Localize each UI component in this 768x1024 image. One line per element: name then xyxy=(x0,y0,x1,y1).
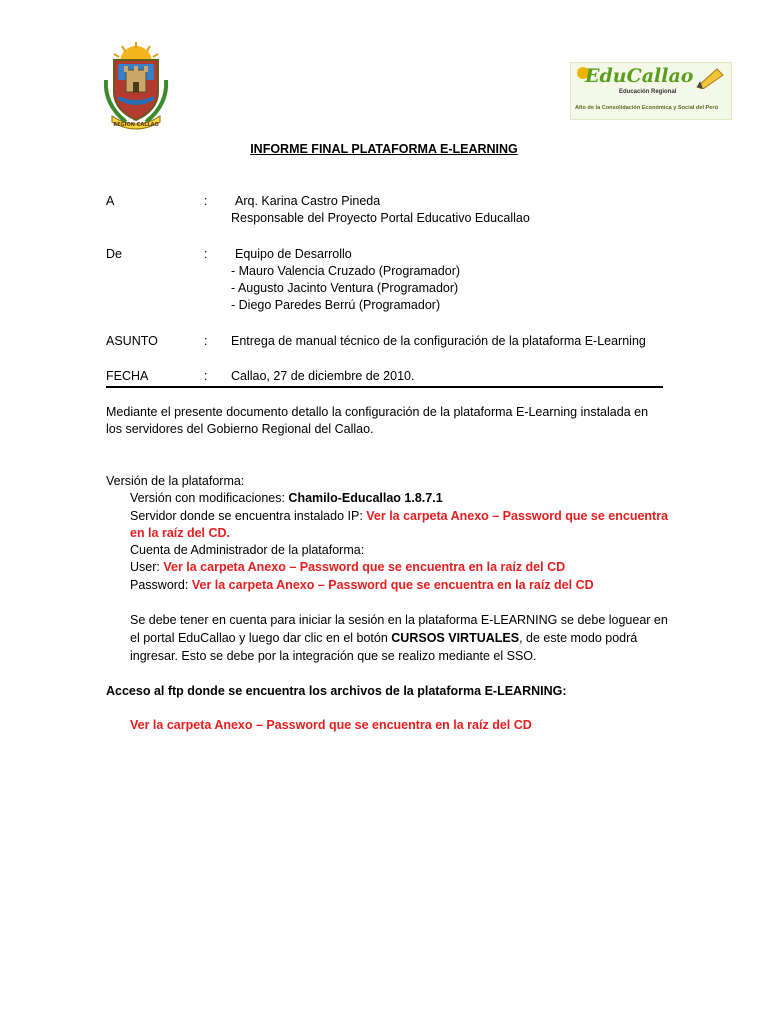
shield-emblem-icon xyxy=(100,40,172,130)
de-colon: : xyxy=(204,247,208,261)
emblem-ribbon-text: REGION CALLAO xyxy=(113,122,159,128)
educallao-logo xyxy=(570,62,732,120)
note-line-3: ingresar. Esto se debe por la integración que se realizo mediante el SSO. xyxy=(130,649,537,663)
de-team: Equipo de Desarrollo xyxy=(235,247,352,261)
cursos-virtuales-text: CURSOS VIRTUALES xyxy=(391,631,520,645)
version-heading: Versión de la plataforma: xyxy=(106,474,245,488)
asunto-colon: : xyxy=(204,334,208,348)
server-line xyxy=(130,508,668,525)
intro-line-1: Mediante el presente documento detallo la configuración de la plataforma E-Learning instalada en xyxy=(106,405,649,419)
asunto-value: Entrega de manual técnico de la configuración de la plataforma E-Learning xyxy=(231,334,646,348)
fecha-label: FECHA xyxy=(106,369,149,383)
asunto-label: ASUNTO xyxy=(106,334,158,348)
ftp-value: Ver la carpeta Anexo – Password que se encuentra en la raíz del CD xyxy=(130,718,532,732)
fecha-colon: : xyxy=(204,369,208,383)
fecha-value: Callao, 27 de diciembre de 2010. xyxy=(231,369,415,383)
de-member-1: - Mauro Valencia Cruzado (Programador) xyxy=(231,264,461,278)
user-label: User: xyxy=(130,560,164,574)
note-line-2 xyxy=(130,630,662,647)
server-value: Ver la carpeta Anexo – Password que se encuentra xyxy=(366,509,669,523)
user-line xyxy=(130,559,565,576)
a-role: Responsable del Proyecto Portal Educativo Educallao xyxy=(231,211,530,225)
note-line-1: Se debe tener en cuenta para iniciar la sesión en la plataforma E-LEARNING se debe loguear en xyxy=(130,613,668,627)
version-value: Chamilo-Educallao 1.8.7.1 xyxy=(288,491,443,505)
educallao-brand: EduCallao xyxy=(585,65,694,87)
educallao-subtitle: Educación Regional xyxy=(619,89,677,95)
intro-line-2: los servidores del Gobierno Regional del Callao. xyxy=(106,422,374,436)
de-member-3: - Diego Paredes Berrú (Programador) xyxy=(231,298,441,312)
note-portal-text: el portal EduCallao y luego dar clic en el botón xyxy=(130,631,392,645)
a-label: A xyxy=(106,194,115,208)
password-line xyxy=(130,577,594,594)
version-line xyxy=(130,490,443,507)
user-value: Ver la carpeta Anexo – Password que se encuentra en la raíz del CD xyxy=(163,560,566,574)
note-line-2-text xyxy=(130,630,637,647)
password-label: Password: xyxy=(130,578,192,592)
document-title: INFORME FINAL PLATAFORMA E-LEARNING xyxy=(250,142,518,156)
ftp-heading: Acceso al ftp donde se encuentra los archivos de la plataforma E-LEARNING: xyxy=(106,684,567,698)
password-value: Ver la carpeta Anexo – Password que se encuentra en la raíz del CD xyxy=(191,578,594,592)
de-label: De xyxy=(106,247,122,261)
server-label: Servidor donde se encuentra instalado IP: xyxy=(130,509,367,523)
admin-heading: Cuenta de Administrador de la plataforma: xyxy=(130,543,365,557)
server-value-cont: en la raíz del CD. xyxy=(130,526,231,540)
de-member-2: - Augusto Jacinto Ventura (Programador) xyxy=(231,281,459,295)
note-modo-text: , de este modo podrá xyxy=(519,631,638,645)
pencil-icon xyxy=(695,67,725,94)
header-divider xyxy=(106,386,663,388)
educallao-tagline: Año de la Consolidación Económica y Social del Perú xyxy=(575,105,718,111)
a-name: Arq. Karina Castro Pineda xyxy=(235,194,381,208)
version-label: Versión con modificaciones: xyxy=(130,491,289,505)
region-callao-logo xyxy=(100,40,172,130)
a-colon: : xyxy=(204,194,208,208)
